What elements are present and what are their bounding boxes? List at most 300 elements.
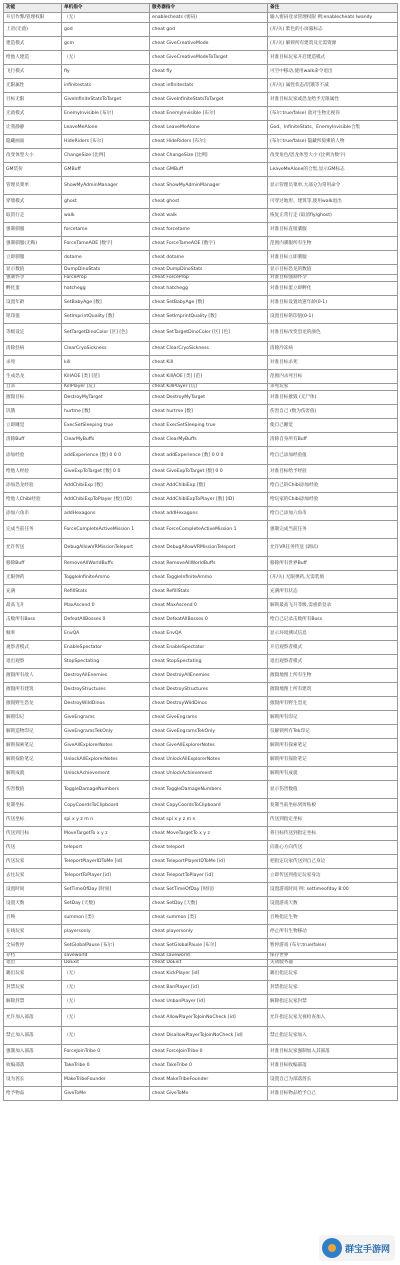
server-command-cell: cheat teleport: [150, 841, 268, 855]
notes-cell: 解锁所有印记: [268, 711, 398, 725]
function-cell: 孵化蛋: [4, 282, 62, 296]
function-cell: 允许加入部落: [4, 1009, 62, 1027]
single-command-cell: ChangeSize [比例]: [62, 149, 150, 163]
single-command-cell: infinitestats: [62, 79, 150, 93]
single-command-cell: MakeTribeFounder: [62, 1073, 150, 1087]
notes-cell: 仅解锁所有Tek印记: [268, 725, 398, 739]
server-command-cell: cheat BanPlayer [id]: [150, 981, 268, 995]
table-row: [4, 683, 398, 697]
notes-cell: (开/关) 紫色的小屏幕标志: [268, 23, 398, 37]
function-cell: 解锁成就: [4, 767, 62, 781]
notes-cell: (开/关) 解锁所有建筑及无需资源: [268, 37, 398, 51]
notes-cell: 对准目标直接驯服: [268, 223, 398, 237]
single-command-cell: dotame: [62, 251, 150, 265]
notes-cell: 对准目标收编部落: [268, 1059, 398, 1073]
notes-cell: 解锁所有成就: [268, 767, 398, 781]
function-cell: 自杀: [4, 384, 62, 391]
function-cell: 清除怪病: [4, 342, 62, 356]
notes-cell: 给自己的Chibi添加经验: [268, 479, 398, 493]
notes-cell: 对准目标摧毁 (无尸体): [268, 391, 398, 405]
table-row: [4, 37, 398, 51]
function-cell: 解锁探索笔记: [4, 739, 62, 753]
table-row: [4, 521, 398, 539]
function-cell: 解除封禁: [4, 995, 62, 1009]
server-command-cell: cheat SetTimeOfDay [时间]: [150, 883, 268, 897]
notes-cell: 范围内杀死目标: [268, 370, 398, 384]
function-cell: 给他人经验: [4, 465, 62, 479]
function-cell: 观察者模式: [4, 641, 62, 655]
table-row: [4, 967, 398, 981]
function-cell: 解锁造物印记: [4, 725, 62, 739]
notes-cell: 复制当前坐标到剪贴板: [268, 799, 398, 813]
function-cell: 摧毁所有敌人: [4, 669, 62, 683]
single-command-cell: teleport: [62, 841, 150, 855]
single-command-cell: fly: [62, 65, 150, 79]
function-cell: 设置天数: [4, 897, 62, 911]
notes-cell: 解除指定玩家封禁: [268, 995, 398, 1009]
single-command-cell: （无）: [62, 1027, 150, 1045]
server-command-cell: cheat ForceJoinTribe 0: [150, 1045, 268, 1059]
notes-cell: 对准目标杀死: [268, 356, 398, 370]
single-command-cell: （无）: [62, 51, 150, 65]
single-command-cell: ShowMyAdminManager: [62, 177, 150, 195]
notes-cell: 设置目标铭印值(0-1): [268, 310, 398, 324]
function-cell: 在线玩家: [4, 925, 62, 939]
function-cell: 立即驯服: [4, 251, 62, 265]
server-command-cell: cheat TakeTribe 0: [150, 1059, 268, 1073]
function-cell: 等级设定: [4, 324, 62, 342]
notes-cell: 显示目标恐龙的数值: [268, 265, 398, 275]
server-command-cell: cheat SetTargetDinoColor [区] [色]: [150, 324, 268, 342]
server-command-cell: cheat GiveInfiniteStatsToTarget: [150, 93, 268, 107]
notes-cell: 清除冷冻病: [268, 342, 398, 356]
table-row: [4, 767, 398, 781]
notes-cell: 给自己添加经验值: [268, 447, 398, 465]
server-command-cell: cheat DebugAllowVRMissionTeleport: [150, 539, 268, 557]
server-command-cell: cheat saveworld: [150, 953, 268, 960]
notes-cell: 对准目标蛋立即孵化: [268, 282, 398, 296]
table-row: [4, 310, 398, 324]
server-command-cell: cheat StopSpectating: [150, 655, 268, 669]
notes-cell: 踢出指定玩家: [268, 967, 398, 981]
notes-cell: 显示环境测试信息: [268, 627, 398, 641]
server-command-cell: cheat EnableSpectator: [150, 641, 268, 655]
table-row: [4, 493, 398, 507]
table-row: [4, 711, 398, 725]
function-cell: 强制驯服: [4, 223, 62, 237]
server-command-cell: cheat ExecSetSleeping true: [150, 419, 268, 433]
notes-cell: 改变角色/恐龙体型大小 (比例为数字): [268, 149, 398, 163]
function-cell: 摧毁目标: [4, 391, 62, 405]
table-row: [4, 557, 398, 571]
single-command-cell: EnvQA: [62, 627, 150, 641]
function-cell: 收编部落: [4, 1059, 62, 1073]
table-row: [4, 627, 398, 641]
notes-cell: 将目标传送到指定坐标: [268, 827, 398, 841]
single-command-cell: ForceProp: [62, 275, 150, 282]
single-command-cell: RemoveAllWorldBuffs: [62, 557, 150, 571]
notes-cell: 保存世界: [268, 953, 398, 960]
single-command-cell: ClearCryoSickness: [62, 342, 150, 356]
notes-cell: 移除所有世界Buff: [268, 557, 398, 571]
notes-cell: 对准目标玩家强制加入其部落: [268, 1045, 398, 1059]
single-command-cell: DestroyStructures: [62, 683, 150, 697]
function-cell: 给他人Chibi经验: [4, 493, 62, 507]
server-command-cell: cheat SetBabyAge [数]: [150, 296, 268, 310]
single-command-cell: CopyCoordsToClipboard: [62, 799, 150, 813]
function-cell: 踢出玩家: [4, 967, 62, 981]
function-cell: 开启作弊/管理权限: [4, 13, 62, 23]
server-command-cell: cheat SetDay [天数]: [150, 897, 268, 911]
function-cell: 给他人建造: [4, 51, 62, 65]
table-row: [4, 1009, 398, 1027]
function-cell: 强制怀孕: [4, 275, 62, 282]
server-command-cell: cheat MaxAscend 0: [150, 599, 268, 613]
server-command-cell: cheat ClearCryoSickness: [150, 342, 268, 356]
single-command-cell: SetBabyAge [数]: [62, 296, 150, 310]
server-command-cell: cheat ToggleDamageNumbers: [150, 781, 268, 799]
single-command-cell: UnlockAllExplorerNotes: [62, 753, 150, 767]
notes-cell: 解锁最高飞升等级,需重新登录: [268, 599, 398, 613]
server-command-cell: cheat hurtme [数]: [150, 405, 268, 419]
single-command-cell: DebugAllowVRMissionTeleport: [62, 539, 150, 557]
table-row: [4, 571, 398, 585]
notes-cell: (布尔:true/false) 敌对生物无视你: [268, 107, 398, 121]
server-command-cell: cheat AllowPlayerToJoinNoCheck [id]: [150, 1009, 268, 1027]
site-logo-icon: [322, 1238, 342, 1258]
notes-cell: 传送到指定坐标: [268, 813, 398, 827]
function-cell: 目标无限: [4, 93, 62, 107]
notes-cell: 清除自身所有Buff: [268, 433, 398, 447]
server-command-cell: cheat spi x y z m n: [150, 813, 268, 827]
table-row: [4, 419, 398, 433]
table-row: [4, 223, 398, 237]
single-command-cell: HideRiders [布尔]: [62, 135, 150, 149]
single-command-cell: TeleportPlayerIDToMe [id]: [62, 855, 150, 869]
function-cell: 无限弹药: [4, 571, 62, 585]
header-notes: 备注: [268, 4, 398, 13]
single-command-cell: SetGlobalPause [布尔]: [62, 939, 150, 953]
table-row: [4, 384, 398, 391]
function-cell: 去往玩家: [4, 869, 62, 883]
table-row: [4, 855, 398, 869]
single-command-cell: EnemyInvisible [布尔]: [62, 107, 150, 121]
single-command-cell: EnableSpectator: [62, 641, 150, 655]
single-command-cell: （无）: [62, 1009, 150, 1027]
server-command-cell: cheat addExperience [数] 0 0 0: [150, 447, 268, 465]
table-header-row: [4, 4, 398, 13]
notes-cell: 立即传送到指定玩家身边: [268, 869, 398, 883]
notes-cell: 输入密码登录管理权限 例:enablecheats lwandy: [268, 13, 398, 23]
server-command-cell: cheat DefeatAllBosses 0: [150, 613, 268, 627]
server-command-cell: cheat UnbanPlayer [id]: [150, 995, 268, 1009]
single-command-cell: （无）: [62, 981, 150, 995]
function-cell: 设置时间: [4, 883, 62, 897]
single-command-cell: SetImprintQuality [数]: [62, 310, 150, 324]
table-row: [4, 1073, 398, 1087]
function-cell: 立即睡觉: [4, 419, 62, 433]
notes-cell: 禁止指定玩家加入: [268, 1027, 398, 1045]
single-command-cell: ghost: [62, 195, 150, 209]
single-command-cell: addExperience [数] 0 0 0: [62, 447, 150, 465]
server-command-cell: cheat ToggleInfiniteAmmo: [150, 571, 268, 585]
function-cell: 传送到目标: [4, 827, 62, 841]
table-row: [4, 739, 398, 753]
server-command-cell: cheat TeleportPlayerIDToMe [id]: [150, 855, 268, 869]
table-row: [4, 960, 398, 967]
notes-cell: 设置自己为部落酋长: [268, 1073, 398, 1087]
function-cell: 显示数值: [4, 265, 62, 275]
function-cell: 帧率: [4, 627, 62, 641]
single-command-cell: kill: [62, 356, 150, 370]
notes-cell: 杀死玩家: [268, 384, 398, 391]
command-table-page: [3, 3, 397, 1101]
table-row: [4, 669, 398, 683]
table-row: [4, 195, 398, 209]
notes-cell: LeaveMeAlone的合集,显示GM标志: [268, 163, 398, 177]
table-row: [4, 841, 398, 855]
table-row: [4, 1027, 398, 1045]
notes-cell: (布尔:true/false) 隐藏所骑乘的人物: [268, 135, 398, 149]
single-command-cell: RefillStats: [62, 585, 150, 599]
single-command-cell: ForceTameAOE [数字]: [62, 237, 150, 251]
function-cell: 传送: [4, 841, 62, 855]
single-command-cell: GiveInfiniteStatsToTarget: [62, 93, 150, 107]
notes-cell: 对准目标物品给予自己: [268, 1087, 398, 1101]
function-cell: 饥饿: [4, 405, 62, 419]
single-command-cell: GMBuff: [62, 163, 150, 177]
single-command-cell: ExecSetSleeping true: [62, 419, 150, 433]
function-cell: 伤害数值: [4, 781, 62, 799]
table-row: [4, 869, 398, 883]
notes-cell: 停止所有生物移动: [268, 925, 398, 939]
table-row: [4, 324, 398, 342]
function-cell: 添加经验: [4, 447, 62, 465]
single-command-cell: StopSpectating: [62, 655, 150, 669]
notes-cell: 给自己记录击败所有Boss: [268, 613, 398, 627]
function-cell: 全局暂停: [4, 939, 62, 953]
single-command-cell: summon [类]: [62, 911, 150, 925]
server-command-cell: cheat ChangeSize [比例]: [150, 149, 268, 163]
notes-cell: (开/关) 属性状态/饥饿等不减: [268, 79, 398, 93]
table-row: [4, 251, 398, 265]
notes-cell: 伤害自己 (数为伤害值): [268, 405, 398, 419]
single-command-cell: （无）: [62, 13, 150, 23]
notes-cell: 摧毁地图上所有建筑: [268, 683, 398, 697]
single-command-cell: ToggleDamageNumbers: [62, 781, 150, 799]
table-row: [4, 1045, 398, 1059]
server-command-cell: cheat GiveCreativeModeToTarget: [150, 51, 268, 65]
command-table: [3, 3, 398, 1101]
table-row: [4, 79, 398, 93]
table-row: [4, 282, 398, 296]
single-command-cell: hatchegg: [62, 282, 150, 296]
server-command-cell: cheat KillAOE [类] [范]: [150, 370, 268, 384]
notes-cell: 显示伤害数值: [268, 781, 398, 799]
table-row: [4, 781, 398, 799]
single-command-cell: spi x y z m n: [62, 813, 150, 827]
table-body: [4, 13, 398, 1101]
function-cell: 充满: [4, 585, 62, 599]
function-cell: 杀死: [4, 356, 62, 370]
function-cell: 摧毁所有建筑: [4, 683, 62, 697]
server-command-cell: cheat HideRiders [布尔]: [150, 135, 268, 149]
server-command-cell: cheat forcetame: [150, 223, 268, 237]
single-command-cell: KillPlayer [玩]: [62, 384, 150, 391]
table-row: [4, 237, 398, 251]
function-cell: 飞行模式: [4, 65, 62, 79]
function-cell: 上帝(无敌): [4, 23, 62, 37]
server-command-cell: cheat DestroyAllEnemies: [150, 669, 268, 683]
server-command-cell: cheat walk: [150, 209, 268, 223]
notes-cell: 对准目标玩家或恐龙给予无限属性: [268, 93, 398, 107]
table-row: [4, 1059, 398, 1073]
function-cell: 移除Buff: [4, 557, 62, 571]
table-row: [4, 641, 398, 655]
function-cell: 解锁印记: [4, 711, 62, 725]
server-command-cell: cheat summon [类]: [150, 911, 268, 925]
single-command-cell: saveworld: [62, 953, 150, 960]
single-command-cell: playersonly: [62, 925, 150, 939]
notes-cell: 恢复正常行走 (取消fly/ghost): [268, 209, 398, 223]
single-command-cell: DestroyWildDinos: [62, 697, 150, 711]
header-function: 功能: [4, 4, 62, 13]
table-row: [4, 753, 398, 767]
notes-cell: 开启观察者模式: [268, 641, 398, 655]
server-command-cell: cheat EnemyInvisible [布尔]: [150, 107, 268, 121]
watermark-text: 群宝手游网: [345, 1245, 391, 1255]
server-command-cell: cheat DoExit: [150, 960, 268, 967]
function-cell: 给予物品: [4, 1087, 62, 1101]
single-command-cell: ForceCompleteActiveMission 1: [62, 521, 150, 539]
function-cell: 添加恐龙经验: [4, 479, 62, 493]
function-cell: 允许传送: [4, 539, 62, 557]
function-cell: 禁止加入部落: [4, 1027, 62, 1045]
notes-cell: 对准目标设置幼崽年龄(0-1): [268, 296, 398, 310]
notes-cell: 显示管理员菜单,大部分为常用命令: [268, 177, 398, 195]
notes-cell: 对准目标改变恐龙的颜色: [268, 324, 398, 342]
table-row: [4, 539, 398, 557]
single-command-cell: ToggleInfiniteAmmo: [62, 571, 150, 585]
single-command-cell: MaxAscend 0: [62, 599, 150, 613]
function-cell: 添加六角币: [4, 507, 62, 521]
function-cell: 无敌模式: [4, 107, 62, 121]
table-row: [4, 925, 398, 939]
header-single-command: 单机指令: [62, 4, 150, 13]
server-command-cell: cheat ghost: [150, 195, 268, 209]
single-command-cell: GiveExpToTarget [数] 0 0: [62, 465, 150, 479]
notes-cell: 对准目标给予经验: [268, 465, 398, 479]
function-cell: GM装扮: [4, 163, 62, 177]
server-command-cell: cheat Kill: [150, 356, 268, 370]
notes-cell: 向准心方向传送: [268, 841, 398, 855]
server-command-cell: cheat infinitestats: [150, 79, 268, 93]
function-cell: 最高飞升: [4, 599, 62, 613]
table-row: [4, 953, 398, 960]
server-command-cell: cheat dotame: [150, 251, 268, 265]
table-row: [4, 433, 398, 447]
notes-cell: 召唤指定生物: [268, 911, 398, 925]
server-command-cell: cheat hatchegg: [150, 282, 268, 296]
server-command-cell: cheat GiveEngrams: [150, 711, 268, 725]
notes-cell: God、InfiniteStats、EnemyInvisible合集: [268, 121, 398, 135]
server-command-cell: cheat KickPlayer [id]: [150, 967, 268, 981]
single-command-cell: forcetame: [62, 223, 150, 237]
table-row: [4, 1087, 398, 1101]
single-command-cell: walk: [62, 209, 150, 223]
table-row: [4, 897, 398, 911]
notes-cell: 允许VR任务传送 (调试): [268, 539, 398, 557]
table-row: [4, 177, 398, 195]
server-command-cell: cheat RefillStats: [150, 585, 268, 599]
table-row: [4, 23, 398, 37]
function-cell: 传送坐标: [4, 813, 62, 827]
server-command-cell: cheat KillPlayer [玩]: [150, 384, 268, 391]
server-command-cell: cheat god: [150, 23, 268, 37]
server-command-cell: cheat UnlockAchievement: [150, 767, 268, 781]
notes-cell: 范围内驯服所有生物: [268, 237, 398, 251]
table-row: [4, 725, 398, 739]
single-command-cell: ClearMyBuffs: [62, 433, 150, 447]
single-command-cell: DefeatAllBosses 0: [62, 613, 150, 627]
table-row: [4, 107, 398, 121]
table-row: [4, 465, 398, 479]
table-row: [4, 995, 398, 1009]
server-command-cell: cheat GiveAllExplorerNotes: [150, 739, 268, 753]
single-command-cell: SetDay [天数]: [62, 897, 150, 911]
function-cell: 召唤: [4, 911, 62, 925]
function-cell: 存档: [4, 953, 62, 960]
server-command-cell: cheat DestroyMyTarget: [150, 391, 268, 405]
notes-cell: 对准目标强制怀孕: [268, 275, 398, 282]
function-cell: 设置年龄: [4, 296, 62, 310]
table-row: [4, 342, 398, 356]
table-row: [4, 613, 398, 627]
single-command-cell: GiveToMe: [62, 1087, 150, 1101]
server-command-cell: enablecheats (密码): [150, 13, 268, 23]
notes-cell: 强制完成当前任务: [268, 521, 398, 539]
server-command-cell: cheat fly: [150, 65, 268, 79]
table-row: [4, 209, 398, 223]
single-command-cell: ForceJoinTribe 0: [62, 1045, 150, 1059]
server-command-cell: cheat ClearMyBuffs: [150, 433, 268, 447]
single-command-cell: UnlockAchievement: [62, 767, 150, 781]
function-cell: 设为酋长: [4, 1073, 62, 1087]
server-command-cell: cheat GiveToMe: [150, 1087, 268, 1101]
table-row: [4, 370, 398, 384]
single-command-cell: GiveEngrams: [62, 711, 150, 725]
single-command-cell: DumpDinoStats: [62, 265, 150, 275]
table-row: [4, 356, 398, 370]
function-cell: 解锁探险笔记: [4, 753, 62, 767]
function-cell: 隐藏画面: [4, 135, 62, 149]
server-command-cell: cheat DestroyStructures: [150, 683, 268, 697]
function-cell: 退出观察: [4, 655, 62, 669]
table-row: [4, 507, 398, 521]
table-row: [4, 275, 398, 282]
notes-cell: 解锁所有探索笔记: [268, 739, 398, 753]
table-row: [4, 697, 398, 711]
function-cell: 清除Buff: [4, 433, 62, 447]
function-cell: 强制驯服(无鞍): [4, 237, 62, 251]
table-row: [4, 813, 398, 827]
single-command-cell: TakeTribe 0: [62, 1059, 150, 1073]
function-cell: 完成当前任务: [4, 521, 62, 539]
table-row: [4, 655, 398, 669]
server-command-cell: cheat AddChibiExp [数]: [150, 479, 268, 493]
server-command-cell: cheat RemoveAllWorldBuffs: [150, 557, 268, 571]
single-command-cell: TeleportToPlayer [id]: [62, 869, 150, 883]
